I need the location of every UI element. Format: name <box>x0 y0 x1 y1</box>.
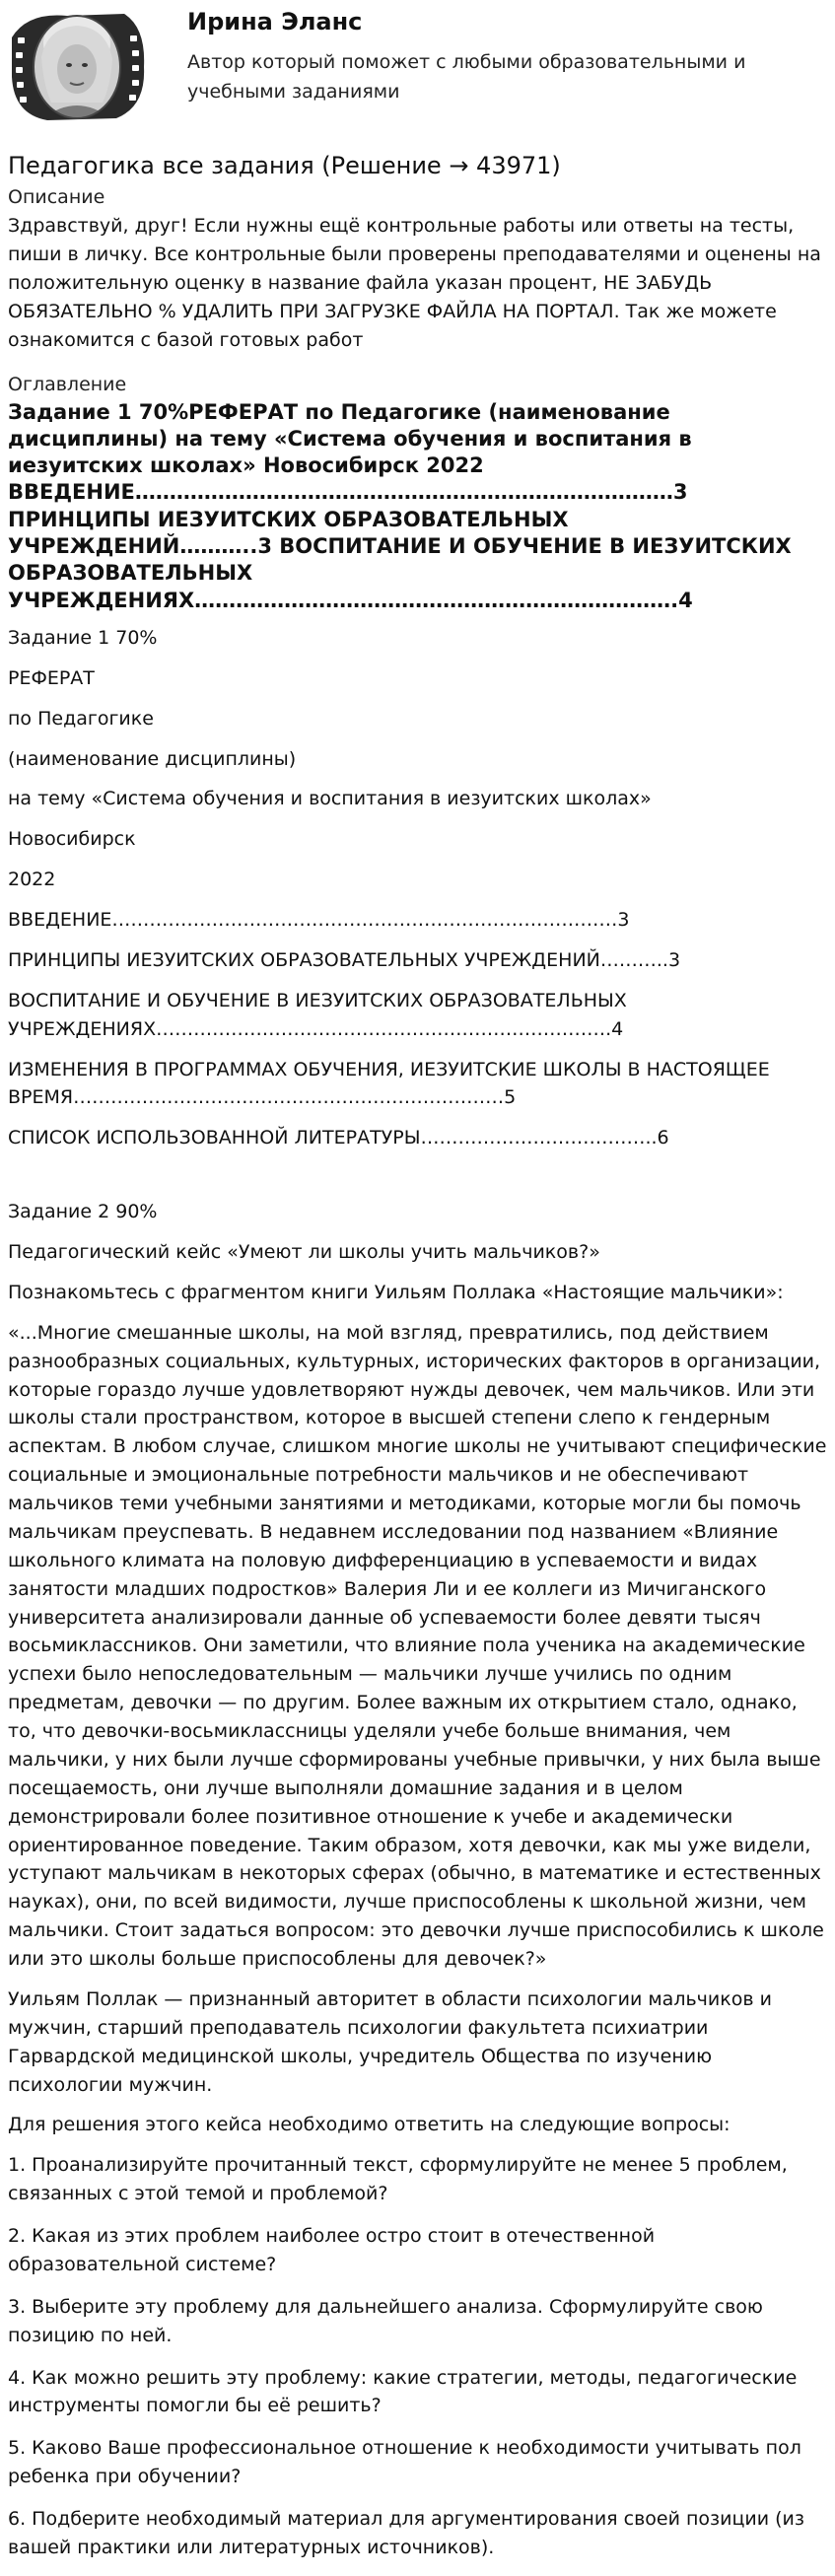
question-item: 1. Проанализируйте прочитанный текст, сформулируйте не менее 5 проблем, связанных с этой темой и проблемой? <box>8 2154 788 2205</box>
page-title: Педагогика все задания (Решение → 43971) <box>8 152 561 179</box>
author-name[interactable]: Ирина Эланс <box>187 8 363 35</box>
task1-line: РЕФЕРАТ <box>8 666 95 689</box>
task1-line: по Педагогике <box>8 707 154 730</box>
task1-title: Задание 1 70% <box>8 626 158 649</box>
task1-line: Новосибирск <box>8 828 136 851</box>
task1-line: на тему «Система обучения и воспитания в иезуитских школах» <box>8 788 652 810</box>
description-label: Описание <box>8 186 105 209</box>
task2-section <box>8 1198 827 2562</box>
description-text: Здравствуй, друг! Если нужны ещё контрольные работы или ответы на тесты, пиши в личку. Все контрольные были проверены преподавателями и оценены на положительную оценку в название файла указан процент, НЕ ЗАБУДЬ ОБЯЗАТЕЛЬНО % УДАЛИТЬ ПРИ ЗАГРУЗКЕ ФАЙЛА НА ПОРТАЛ. Так же можете ознакомится с базой готовых работ <box>8 215 821 351</box>
task1-line: (наименование дисциплины) <box>8 747 297 770</box>
toc-item-bibliography: СПИСОК ИСПОЛЬЗОВАННОЙ ЛИТЕРАТУРЫ………………………………..6 <box>8 1127 669 1149</box>
questions-intro: Для решения этого кейса необходимо ответить на следующие вопросы: <box>8 2114 731 2136</box>
task1-section <box>8 624 827 1152</box>
task2-title: Задание 2 90% <box>8 1201 158 1223</box>
toc-item-education: ВОСПИТАНИЕ И ОБУЧЕНИЕ В ИЕЗУИТСКИХ ОБРАЗОВАТЕЛЬНЫХ УЧРЕЖДЕНИЯХ……………………………………………………………….4 <box>8 989 627 1040</box>
film-strip-avatar-icon <box>8 8 148 124</box>
case-quote: «...Многие смешанные школы, на мой взгляд, превратились, под действием разнообразных социальных, культурных, исторических факторов в организации, которые гораздо лучше удовлетворяют нужды девочек, чем мальчиков. Или эти школы стали пространством, которое в высшей степени слепо к гендерным аспектам. В любом случае, слишком многие школы не учитывают специфические социальные и эмоциональные потребности мальчиков и не обеспечивают мальчиков теми учебными занятиями и методиками, которые могли бы помочь мальчикам преуспевать. В недавнем исследовании под названием «Влияние школьного климата на половую дифференциацию в успеваемости и видах занятости младших подростков» Валерия Ли и ее коллеги из Мичиганского университета анализировали данные об успеваемости более девяти тысяч восьмиклассников. Они заметили, что влияние пола ученика на академические успехи было непоследовательным — мальчики лучше учились по одним предметам, девочки — по другим. Более важным их открытием стало, однако, то, что девочки-восьмиклассницы уделяли учебе больше внимания, чем мальчики, у них были лучше сформированы учебные привычки, у них была выше посещаемость, они лучше выполняли домашние задания и в целом демонстрировали более позитивное отношение к учебе и академически ориентированное поведение. Таким образом, хотя девочки, как мы уже видели, уступают мальчикам в некоторых сферах (обычно, в математике и естественных науках), они, по всей видимости, лучше приспособлены к школьной жизни, чем мальчики. Стоит задаться вопросом: это девочки лучше приспособились к школе или это школы больше приспособлены для девочек?» <box>8 1321 827 1971</box>
toc-item-intro: ВВЕДЕНИЕ………………………………………………………………………3 <box>8 909 630 932</box>
question-item: 6. Подберите необходимый материал для аргументирования своей позиции (из вашей практики или литературных источников). <box>8 2508 805 2558</box>
toc-item-changes: ИЗМЕНЕНИЯ В ПРОГРАММАХ ОБУЧЕНИЯ, ИЕЗУИТСКИЕ ШКОЛЫ В НАСТОЯЩЕЕ ВРЕМЯ……………………………………………………………5 <box>8 1058 770 1109</box>
author-avatar[interactable] <box>8 8 148 124</box>
question-item: 4. Как можно решить эту проблему: какие стратегии, методы, педагогические инструменты помогли бы её решить? <box>8 2366 798 2417</box>
case-intro: Познакомьтесь с фрагментом книги Уильям Поллака «Настоящие мальчики»: <box>8 1281 784 1303</box>
toc-item-principles: ПРИНЦИПЫ ИЕЗУИТСКИХ ОБРАЗОВАТЕЛЬНЫХ УЧРЕЖДЕНИЙ………..3 <box>8 948 681 971</box>
author-card <box>8 0 827 140</box>
author-description: Автор который поможет с любыми образовательными и учебными заданиями <box>187 50 746 103</box>
author-note: Уильям Поллак — признанный авторитет в области психологии мальчиков и мужчин, старший преподаватель психологии факультета психиатрии Гарвардской медицинской школы, учредитель Общества по изучению психологии мужчин. <box>8 1987 772 2096</box>
spacer <box>8 1164 827 1198</box>
question-item: 3. Выберите эту проблему для дальнейшего анализа. Сформулируйте свою позицию по ней. <box>8 2295 763 2346</box>
toc-label: Оглавление <box>8 373 127 395</box>
question-item: 5. Каково Ваше профессиональное отношение к необходимости учитывать пол ребенка при обучении? <box>8 2437 801 2488</box>
case-title: Педагогический кейс «Умеют ли школы учить мальчиков?» <box>8 1241 600 1264</box>
toc-heading: Задание 1 70%РЕФЕРАТ по Педагогике (наименование дисциплины) на тему «Система обучения и воспитания в иезуитских школах» Новосибирск 2022 ВВЕДЕНИЕ……………………………………………………………………3 ПРИНЦИПЫ ИЕЗУИТСКИХ ОБРАЗОВАТЕЛЬНЫХ УЧРЕЖДЕНИЙ………..3 ВОСПИТАНИЕ И ОБУЧЕНИЕ В ИЕЗУИТСКИХ ОБРАЗОВАТЕЛЬНЫХ УЧРЕЖДЕНИЯХ…………………………………………………………….4 <box>8 399 792 612</box>
question-item: 2. Какая из этих проблем наиболее остро стоит в отечественной образовательной системе? <box>8 2225 656 2275</box>
author-info <box>187 6 779 106</box>
task1-line: 2022 <box>8 869 56 891</box>
